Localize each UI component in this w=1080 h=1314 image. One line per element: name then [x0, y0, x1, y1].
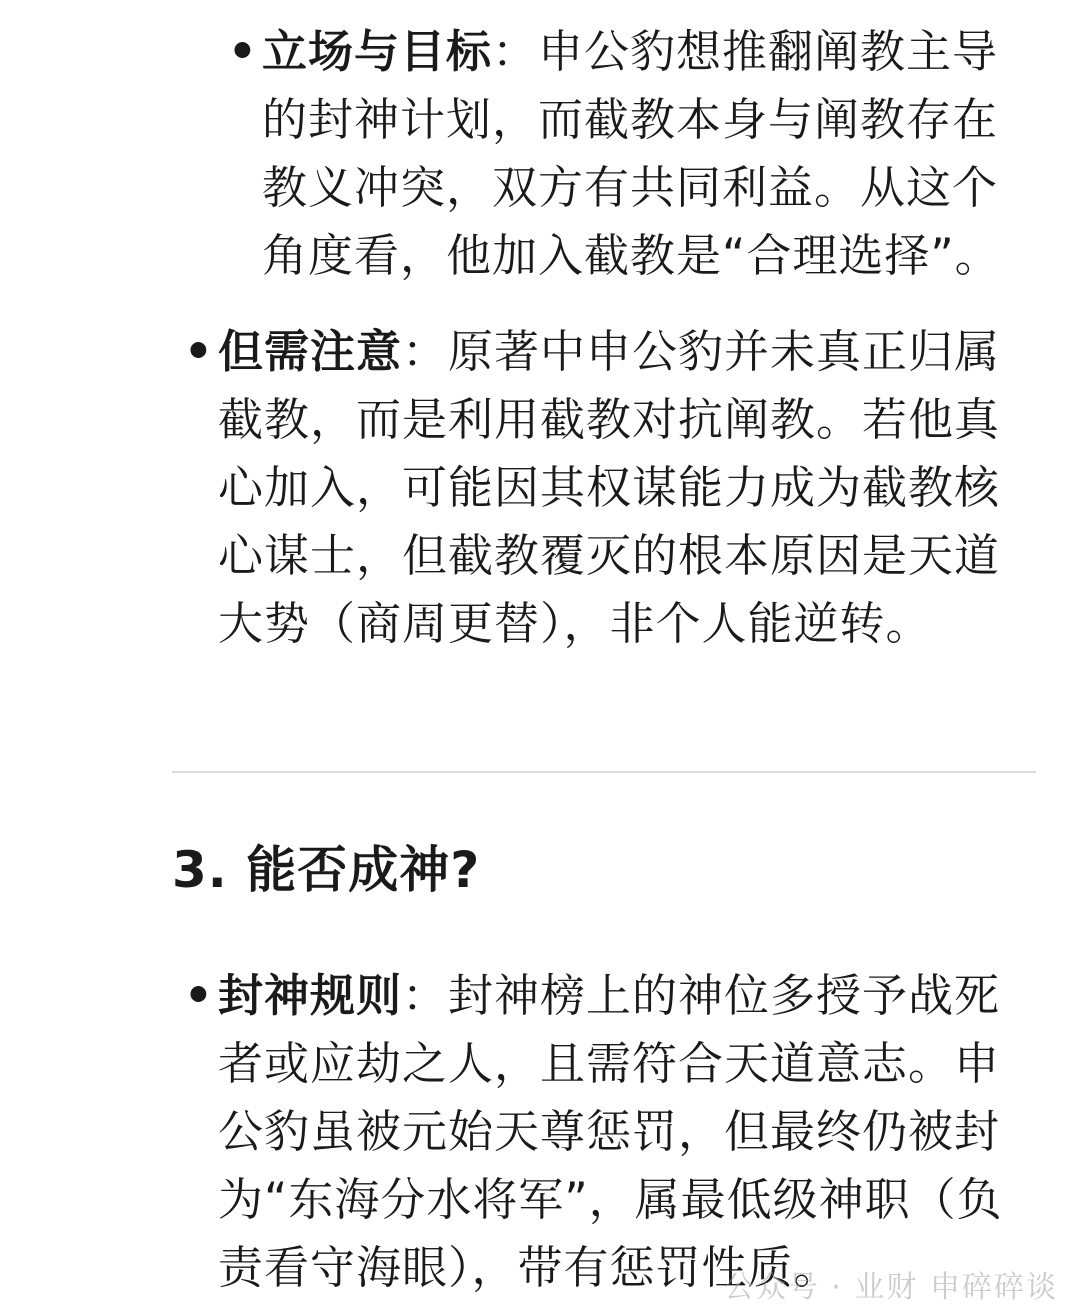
- bullet-separator: ：: [402, 969, 449, 1022]
- section-divider: [172, 771, 1036, 773]
- bullet-dot: •: [228, 25, 258, 78]
- bullet-dot: •: [184, 325, 214, 378]
- bullet-text: [218, 318, 1038, 658]
- bullet-item-note: [184, 318, 1038, 658]
- bullet-term: 封神规则: [218, 969, 403, 1022]
- bullet-body: 原著中申公豹并未真正归属截教，而是利用截教对抗阐教。若他真心加入，可能因其权谋能力成为截教核心谋士，但截教覆灭的根本原因是天道大势（商周更替），非个人能逆转。: [218, 325, 1001, 650]
- bullet-body: 申公豹想推翻阐教主导的封神计划，而截教本身与阐教存在教义冲突，双方有共同利益。从这个角度看，他加入截教是“合理选择”。: [262, 25, 1001, 282]
- bullet-separator: ：: [402, 325, 449, 378]
- bullet-body: 封神榜上的神位多授予战死者或应劫之人，且需符合天道意志。申公豹虽被元始天尊惩罚，但最终仍被封为“东海分水将军”，属最低级神职（负责看守海眼），带有惩罚性质。: [218, 969, 1003, 1294]
- bullet-term: 但需注意: [218, 325, 403, 378]
- bullet-item-rules: [184, 962, 1038, 1302]
- section-heading: 3. 能否成神?: [172, 841, 481, 899]
- watermark: 公众号 · 业财 申碎碎谈: [723, 1270, 1058, 1305]
- bullet-term: 立场与目标: [262, 25, 493, 78]
- bullet-text: [262, 18, 1037, 290]
- bullet-text: [218, 962, 1038, 1302]
- bullet-separator: ：: [492, 25, 539, 78]
- bullet-dot: •: [184, 969, 214, 1022]
- bullet-item-stance: [228, 18, 1037, 290]
